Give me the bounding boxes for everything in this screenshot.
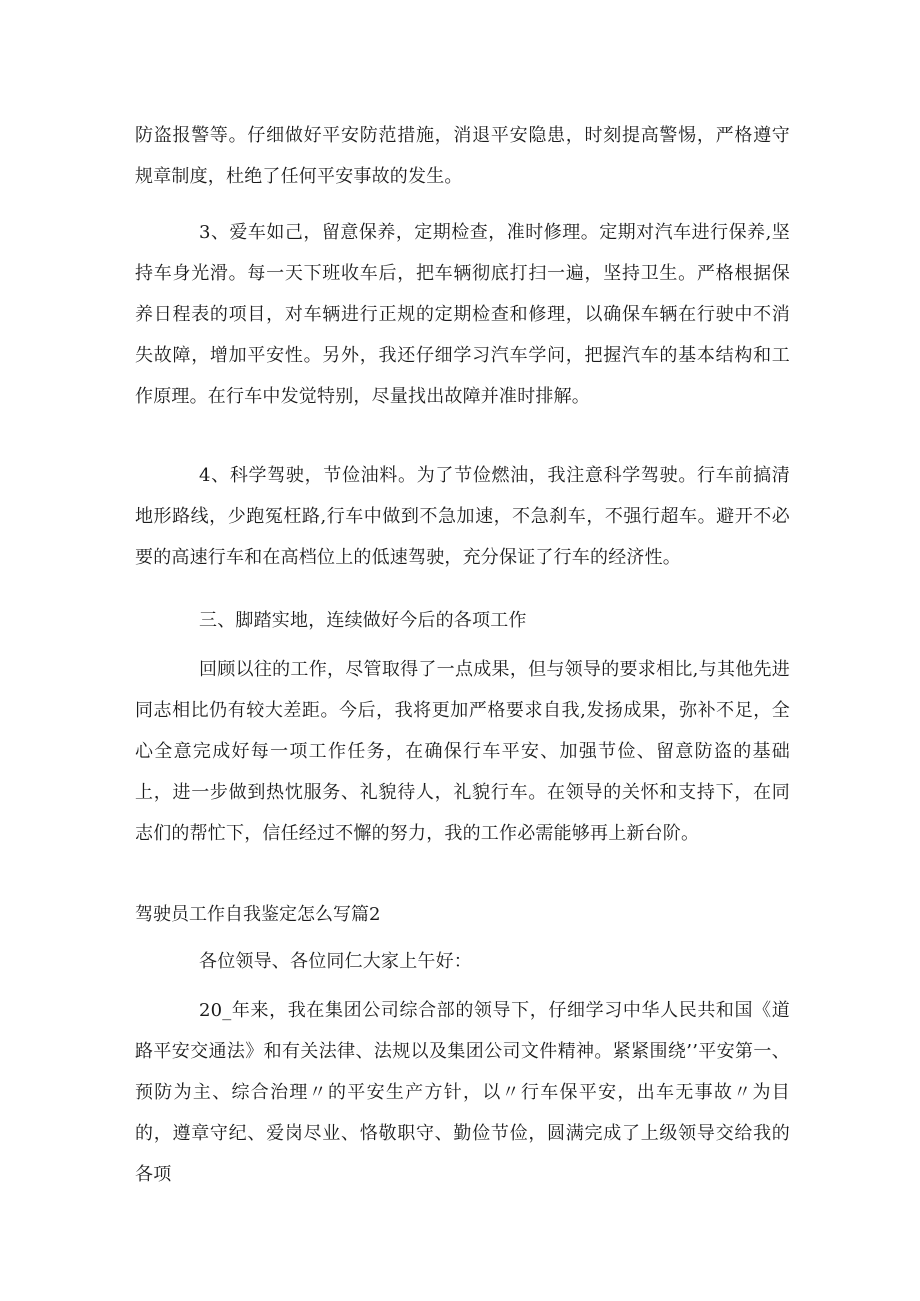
paragraph-item-4: 4、科学驾驶，节俭油料。为了节俭燃油，我注意科学驾驶。行车前搞清地形路线，少跑冤枉路,行车中做到不急加速，不急刹车，不强行超车。避开不必要的高速行车和在高档位上的低速驾驶，充分保证了行车的经济性。 bbox=[135, 465, 790, 568]
greeting: 各位领导、各位同仁大家上午好： bbox=[199, 951, 472, 972]
article-title: 驾驶员工作自我鉴定怎么写篇2 bbox=[135, 904, 381, 925]
paragraph-outlook: 回顾以往的工作，尽管取得了一点成果，但与领导的要求相比,与其他先进同志相比仍有较大差距。今后，我将更加严格要求自我,发扬成果，弥补不足，全心全意完成好每一项工作任务，在确保行车平安、加强节俭、留意防盗的基础上，进一步做到热忱服务、礼貌待人，礼貌行车。在领导的关怀和支持下，在同志们的帮忙下，信任经过不懈的努力，我的工作必需能够再上新台阶。 bbox=[135, 659, 790, 844]
paragraph-item-3: 3、爱车如己，留意保养，定期检查，准时修理。定期对汽车进行保养,坚持车身光滑。每一天下班收车后，把车辆彻底打扫一遍，坚持卫生。严格根据保养日程表的项目，对车辆进行正规的定期检查和修理，以确保车辆在行驶中不消失故障，增加平安性。另外，我还仔细学习汽车学问，把握汽车的基本结构和工作原理。在行车中发觉特别，尽量找出故障并准时排解。 bbox=[135, 222, 790, 407]
section-title: 三、脚踏实地，连续做好今后的各项工作 bbox=[199, 610, 527, 631]
paragraph-continuation: 防盗报警等。仔细做好平安防范措施，消退平安隐患，时刻提高警惕，严格遵守规章制度，杜绝了任何平安事故的发生。 bbox=[135, 125, 790, 187]
paragraph-intro: 20_年来，我在集团公司综合部的领导下，仔细学习中华人民共和国《道路平安交通法》和有关法律、法规以及集团公司文件精神。紧紧围绕’’平安第一、预防为主、综合治理〃的平安生产方针，以〃行车保平安，出车无事故〃为目的，遵章守纪、爱岗尽业、恪敬职守、勤俭节俭，圆满完成了上级领导交给我的各项 bbox=[135, 1000, 790, 1185]
